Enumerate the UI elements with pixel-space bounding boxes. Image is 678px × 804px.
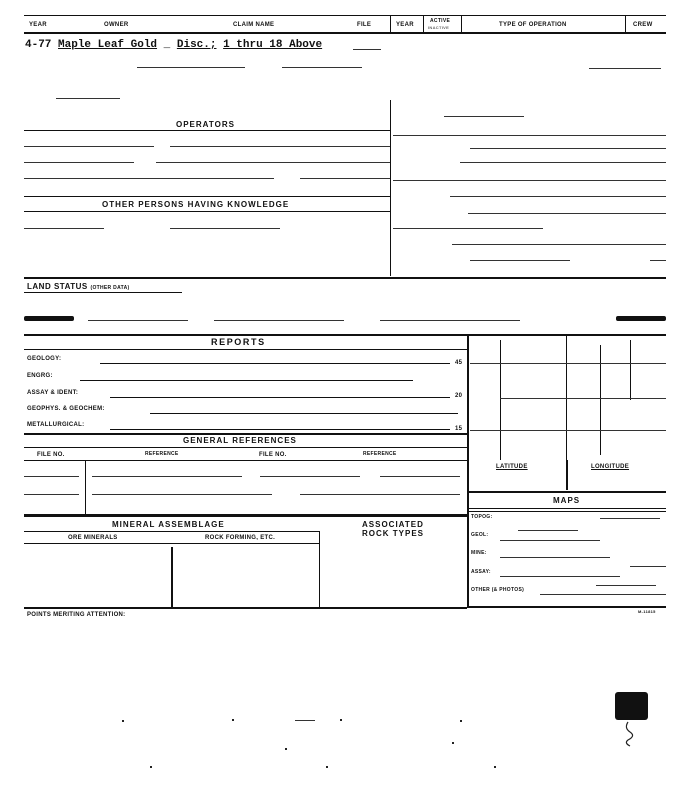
scan-speck — [326, 766, 328, 768]
scan-speck — [122, 720, 124, 722]
points-meriting-label: POINTS MERITING ATTENTION: — [27, 612, 126, 618]
location-grid-h2 — [500, 398, 666, 399]
associated-rock-types-2: ROCK TYPES — [362, 529, 425, 538]
header-year-2: YEAR — [396, 22, 414, 28]
faded-rule — [56, 98, 120, 99]
reports-top-border — [24, 334, 666, 336]
land-status-line — [380, 320, 520, 321]
land-status-heading — [27, 283, 129, 291]
report-metallurgical-line — [110, 429, 450, 430]
header-inactive: INACTIVE — [428, 25, 450, 30]
report-metallurgical-label: METALLURGICAL: — [27, 422, 85, 428]
report-assay-line — [110, 397, 450, 398]
report-geology-label: GEOLOGY: — [27, 356, 62, 362]
upper-right-column-border — [390, 100, 391, 276]
maps-other-label: OTHER (& PHOTOS) — [471, 587, 525, 593]
latitude-label: LATITUDE — [496, 464, 528, 470]
general-refs-line — [92, 494, 272, 495]
header-owner: OWNER — [104, 22, 129, 28]
maps-other-line — [540, 594, 666, 595]
header-divider-year — [423, 15, 424, 33]
maps-heading: MAPS — [553, 496, 581, 505]
general-refs-line — [380, 476, 460, 477]
report-assay-num: 20 — [455, 393, 463, 399]
report-metallurgical-num: 15 — [455, 426, 463, 432]
header-divider-crew — [625, 15, 626, 33]
rock-forming-label: ROCK FORMING, ETC. — [205, 535, 276, 541]
report-engrg-line — [80, 380, 413, 381]
report-geophys-line — [150, 413, 458, 414]
mineral-top-rule — [24, 514, 467, 517]
header-claim-name: CLAIM NAME — [233, 22, 275, 28]
operation-line — [452, 244, 666, 245]
entry-disc-range: 1 thru 18 Above — [223, 39, 323, 51]
land-status-sub: (OTHER DATA) — [90, 285, 130, 291]
operation-line — [393, 180, 666, 181]
header-divider-active — [461, 15, 462, 33]
scan-speck — [460, 720, 462, 722]
operators-line — [170, 146, 390, 147]
faded-rule — [137, 67, 245, 68]
mineral-divider-1 — [171, 547, 173, 607]
header-type-of-operation: TYPE OF OPERATION — [499, 22, 567, 28]
report-assay-label: ASSAY & IDENT: — [27, 390, 79, 396]
scribble-icon — [620, 720, 640, 748]
lower-frame-bottom — [24, 607, 467, 609]
maps-heading-rule — [467, 508, 666, 509]
faded-rule — [353, 49, 381, 50]
general-refs-top-rule — [24, 433, 467, 435]
top-border — [24, 15, 666, 16]
operation-line — [393, 135, 666, 136]
location-grid-v1 — [500, 340, 501, 460]
report-geology-num: 45 — [455, 360, 463, 366]
operators-line — [24, 146, 154, 147]
land-status-label: LAND STATUS — [27, 282, 88, 291]
associated-rock-types-1: ASSOCIATED — [362, 520, 424, 529]
maps-top-rule — [467, 491, 666, 493]
location-column-border — [467, 334, 469, 608]
mineral-assemblage-heading: MINERAL ASSEMBLAGE — [112, 520, 225, 529]
location-grid-v2 — [566, 334, 567, 464]
operators-rule — [24, 130, 390, 131]
location-grid-v4 — [630, 340, 631, 400]
mineral-column-rule — [24, 543, 320, 544]
general-refs-file-no-1: FILE NO. — [37, 452, 65, 458]
maps-assay-line — [596, 585, 656, 586]
operators-line — [24, 178, 274, 179]
location-grid-v3 — [600, 345, 601, 455]
maps-assay-label: ASSAY: — [471, 569, 491, 575]
general-refs-heading-rule — [24, 447, 467, 448]
entry-separator: _ — [163, 39, 171, 51]
scan-speck — [232, 719, 234, 721]
reports-heading: REPORTS — [211, 337, 266, 347]
operation-line — [650, 260, 666, 261]
form-number: M-11815 — [638, 609, 656, 614]
other-persons-top-rule — [24, 196, 390, 197]
header-year: YEAR — [29, 22, 47, 28]
header-crew: CREW — [633, 22, 653, 28]
scan-speck — [452, 742, 454, 744]
general-refs-reference-1: REFERENCE — [145, 451, 179, 457]
faded-rule — [444, 116, 524, 117]
report-engrg-label: ENGRG: — [27, 373, 53, 379]
scan-speck-line — [295, 720, 315, 721]
other-persons-line — [170, 228, 280, 229]
land-status-underline — [24, 292, 182, 293]
operation-line — [468, 213, 666, 214]
entry-claim: Maple Leaf Gold — [58, 39, 158, 51]
other-persons-heading: OTHER PERSONS HAVING KNOWLEDGE — [102, 200, 290, 209]
scan-speck — [340, 719, 342, 721]
general-refs-heading: GENERAL REFERENCES — [183, 436, 297, 445]
reports-heading-rule — [24, 349, 467, 350]
operation-line — [470, 260, 570, 261]
location-grid-h1 — [470, 363, 666, 364]
maps-mine-line — [630, 566, 666, 567]
maps-heading-rule-2 — [467, 511, 666, 512]
general-refs-line — [24, 476, 79, 477]
land-status-top-rule — [24, 277, 666, 279]
header-divider-file — [390, 15, 391, 33]
general-refs-column-rule — [24, 460, 467, 461]
entry-date: 4-77 — [25, 39, 52, 51]
general-refs-line — [24, 494, 79, 495]
faded-rule — [589, 68, 661, 69]
operation-line — [450, 196, 666, 197]
maps-geol-label: GEOL: — [471, 532, 489, 538]
ore-minerals-label: ORE MINERALS — [68, 535, 118, 541]
general-refs-divider — [85, 460, 86, 514]
longitude-label: LONGITUDE — [591, 464, 630, 470]
land-status-line — [214, 320, 344, 321]
maps-topog-label: TOPOG: — [471, 514, 493, 520]
scan-speck — [494, 766, 496, 768]
lat-long-divider — [566, 460, 568, 490]
ink-smudge-right — [616, 316, 666, 321]
faded-rule — [282, 67, 362, 68]
ink-stamp — [615, 692, 648, 720]
operators-heading: OPERATORS — [176, 120, 235, 129]
report-geology-line — [100, 363, 450, 364]
general-refs-line — [300, 494, 460, 495]
scan-speck — [285, 748, 287, 750]
general-refs-file-no-2: FILE NO. — [259, 452, 287, 458]
maps-bottom-rule — [467, 606, 666, 608]
other-persons-rule — [24, 211, 390, 212]
maps-geol-line — [500, 540, 600, 541]
maps-topog-line — [518, 530, 578, 531]
header-active: ACTIVE — [430, 18, 451, 24]
operation-line — [393, 228, 543, 229]
entry-line — [25, 40, 322, 51]
land-status-line — [88, 320, 188, 321]
general-refs-line — [260, 476, 360, 477]
header-bottom-border — [24, 32, 666, 34]
mineral-divider-2 — [319, 531, 320, 607]
operation-line — [460, 162, 666, 163]
ink-smudge-left — [24, 316, 74, 321]
other-persons-line — [24, 228, 104, 229]
general-refs-reference-2: REFERENCE — [363, 451, 397, 457]
maps-assay-line — [500, 576, 620, 577]
maps-mine-label: MINE: — [471, 550, 487, 556]
mineral-heading-rule — [24, 531, 320, 532]
maps-topog-line — [600, 518, 660, 519]
header-file: FILE — [357, 22, 372, 28]
report-geophys-label: GEOPHYS. & GEOCHEM: — [27, 406, 105, 412]
location-grid-h3 — [470, 430, 666, 431]
operation-line — [470, 148, 666, 149]
scan-speck — [150, 766, 152, 768]
operators-line — [156, 162, 390, 163]
operators-line — [300, 178, 390, 179]
operators-line — [24, 162, 134, 163]
entry-disc-label: Disc.; — [176, 39, 217, 51]
maps-mine-line — [500, 557, 610, 558]
general-refs-line — [92, 476, 242, 477]
